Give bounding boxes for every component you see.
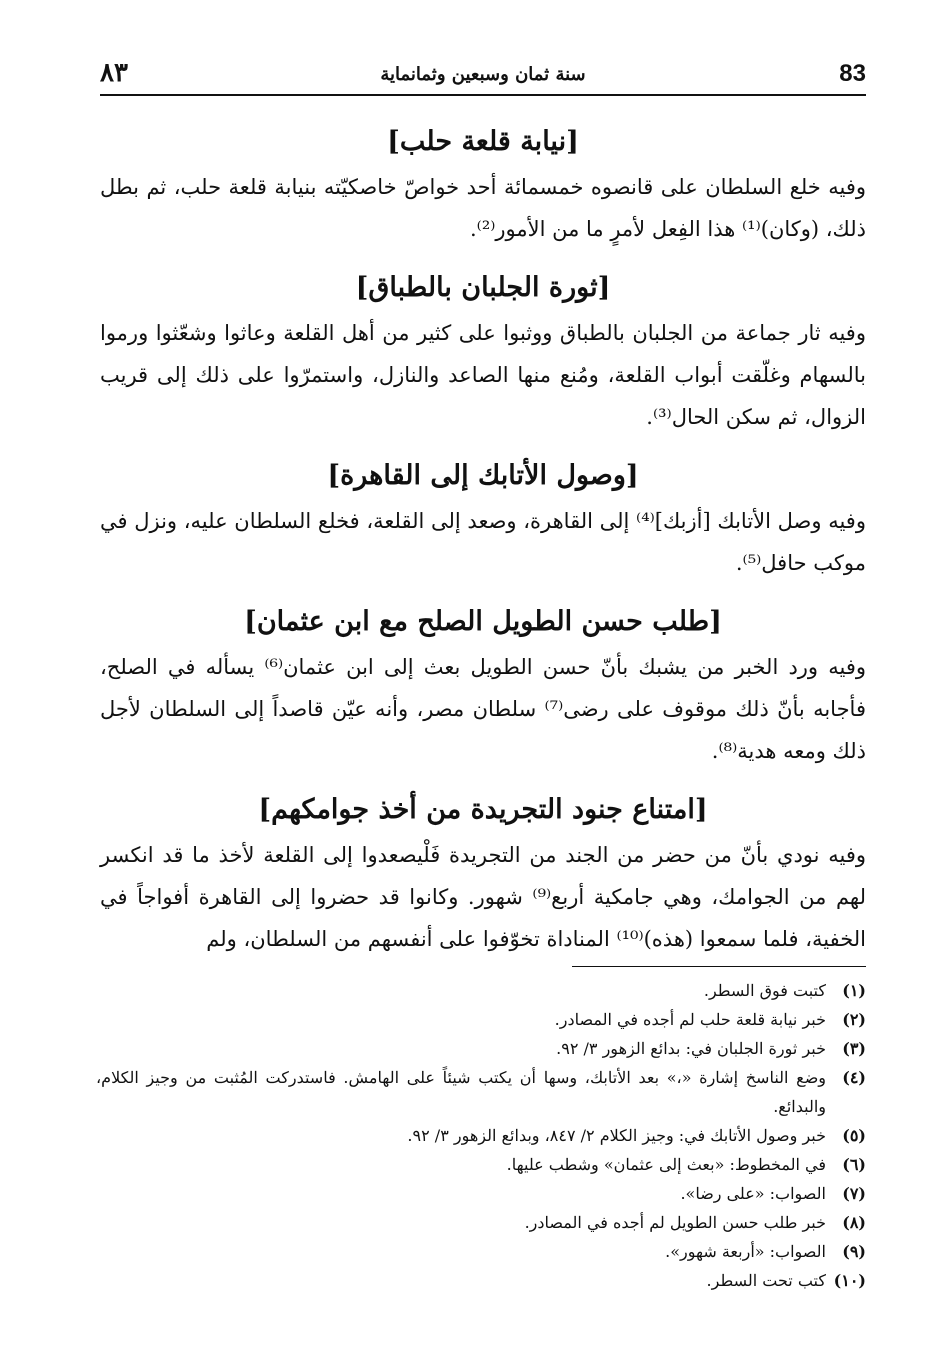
page-number-latin: 83 bbox=[839, 60, 866, 87]
paragraph-aleppo-citadel: وفيه خلع السلطان على قانصوه خمسمائة أحد خواصّ خاصكيّته بنيابة قلعة حلب، ثم بطل ذلك، (وكان)⁽¹⁾ هذا الفِعل لأمرٍ ما من الأمور⁽²⁾. bbox=[100, 175, 866, 241]
page-number-arabic: ٨٣ bbox=[100, 58, 128, 88]
footnote-item bbox=[96, 976, 866, 1005]
footnote-text: كتبت فوق السطر. bbox=[703, 981, 826, 1000]
footnote-number: (٩) bbox=[842, 1242, 866, 1261]
footnote-number: (١) bbox=[842, 981, 866, 1000]
section-title-julban-revolt: [ثورة الجلبان بالطباق] bbox=[355, 272, 611, 303]
paragraph-atabek-arrival: وفيه وصل الأتابك [أزبك]⁽⁴⁾ إلى القاهرة، وصعد إلى القلعة، فخلع السلطان عليه، ونزل في موكب حافل⁽⁵⁾. bbox=[100, 509, 866, 575]
footnote-item bbox=[96, 1179, 866, 1208]
footnote-number: (٧) bbox=[842, 1184, 866, 1203]
footnote-number: (٥) bbox=[842, 1126, 866, 1145]
paragraph-hasan-peace: وفيه ورد الخبر من يشبك بأنّ حسن الطويل بعث إلى ابن عثمان⁽⁶⁾ يسأله في الصلح، فأجابه بأنّ ذلك موقوف على رضى⁽⁷⁾ سلطان مصر، وأنه عيّن قاصداً إلى السلطان لأجل ذلك ومعه هدية⁽⁸⁾. bbox=[100, 655, 866, 763]
footnote-text: خبر طلب حسن الطويل لم أجده في المصادر. bbox=[524, 1213, 826, 1232]
footnote-text: وضع الناسخ إشارة «،» بعد الأتابك، وسها أن يكتب شيئاً على الهامش. فاستدركت المُثبت من وجيز الكلام، والبدائع. bbox=[96, 1068, 826, 1116]
footnote-item bbox=[96, 1266, 866, 1295]
footnote-text: كتب تحت السطر. bbox=[706, 1271, 826, 1290]
section-title-aleppo-citadel: [نيابة قلعة حلب] bbox=[387, 126, 579, 157]
section-title-hasan-peace: [طلب حسن الطويل الصلح مع ابن عثمان] bbox=[244, 606, 722, 637]
footnote-number: (١٠) bbox=[833, 1271, 866, 1290]
footnote-rule bbox=[572, 966, 866, 967]
footnote-item bbox=[96, 1005, 866, 1034]
footnote-text: الصواب: «على رضا». bbox=[680, 1184, 826, 1203]
footnote-item bbox=[96, 1034, 866, 1063]
section-title-troops-refusal: [امتناع جنود التجريدة من أخذ جوامكهم] bbox=[258, 794, 708, 825]
footnote-text: خبر وصول الأتابك في: وجيز الكلام ٢/ ٨٤٧، وبدائع الزهور ٣/ ٩٢. bbox=[407, 1126, 826, 1145]
footnotes bbox=[96, 976, 866, 1295]
footnote-text: الصواب: «أربعة شهور». bbox=[665, 1242, 826, 1261]
header-rule bbox=[100, 94, 866, 96]
footnote-number: (٦) bbox=[842, 1155, 866, 1174]
footnote-item bbox=[96, 1121, 866, 1150]
running-header bbox=[100, 56, 866, 94]
main-text bbox=[100, 116, 866, 974]
running-title: سنة ثمان وسبعين وثمانماية bbox=[380, 64, 586, 85]
footnote-number: (٨) bbox=[842, 1213, 866, 1232]
footnote-number: (٤) bbox=[842, 1068, 866, 1087]
footnote-text: خبر ثورة الجلبان في: بدائع الزهور ٣/ ٩٢. bbox=[556, 1039, 826, 1058]
section-title-atabek-arrival: [وصول الأتابك إلى القاهرة] bbox=[327, 460, 639, 491]
footnote-item bbox=[96, 1208, 866, 1237]
footnote-item bbox=[96, 1237, 866, 1266]
footnote-item bbox=[96, 1063, 866, 1121]
footnote-number: (٣) bbox=[842, 1039, 866, 1058]
paragraph-troops-refusal: وفيه نودي بأنّ من حضر من الجند من التجريدة فَلْيصعدوا إلى القلعة لأخذ ما قد انكسر لهم من الجوامك، وهي جامكية أربع⁽⁹⁾ شهور. وكانوا قد حضروا إلى القاهرة أفواجاً في الخفية، فلما سمعوا (هذه)⁽¹⁰⁾ المناداة تخوّفوا على أنفسهم من السلطان، ولم bbox=[100, 843, 866, 951]
footnote-number: (٢) bbox=[842, 1010, 866, 1029]
footnote-text: في المخطوط: «بعث إلى عثمان» وشطب عليها. bbox=[506, 1155, 826, 1174]
paragraph-julban-revolt: وفيه ثار جماعة من الجلبان بالطباق ووثبوا على كثير من أهل القلعة وعاثوا وشعّثوا ورموا بالسهام وغلّقت أبواب القلعة، ومُنع منها الصاعد والنازل، واستمرّوا على ذلك إلى قريب الزوال، ثم سكن الحال⁽³⁾. bbox=[100, 321, 866, 429]
footnote-text: خبر نيابة قلعة حلب لم أجده في المصادر. bbox=[554, 1010, 826, 1029]
footnote-item bbox=[96, 1150, 866, 1179]
